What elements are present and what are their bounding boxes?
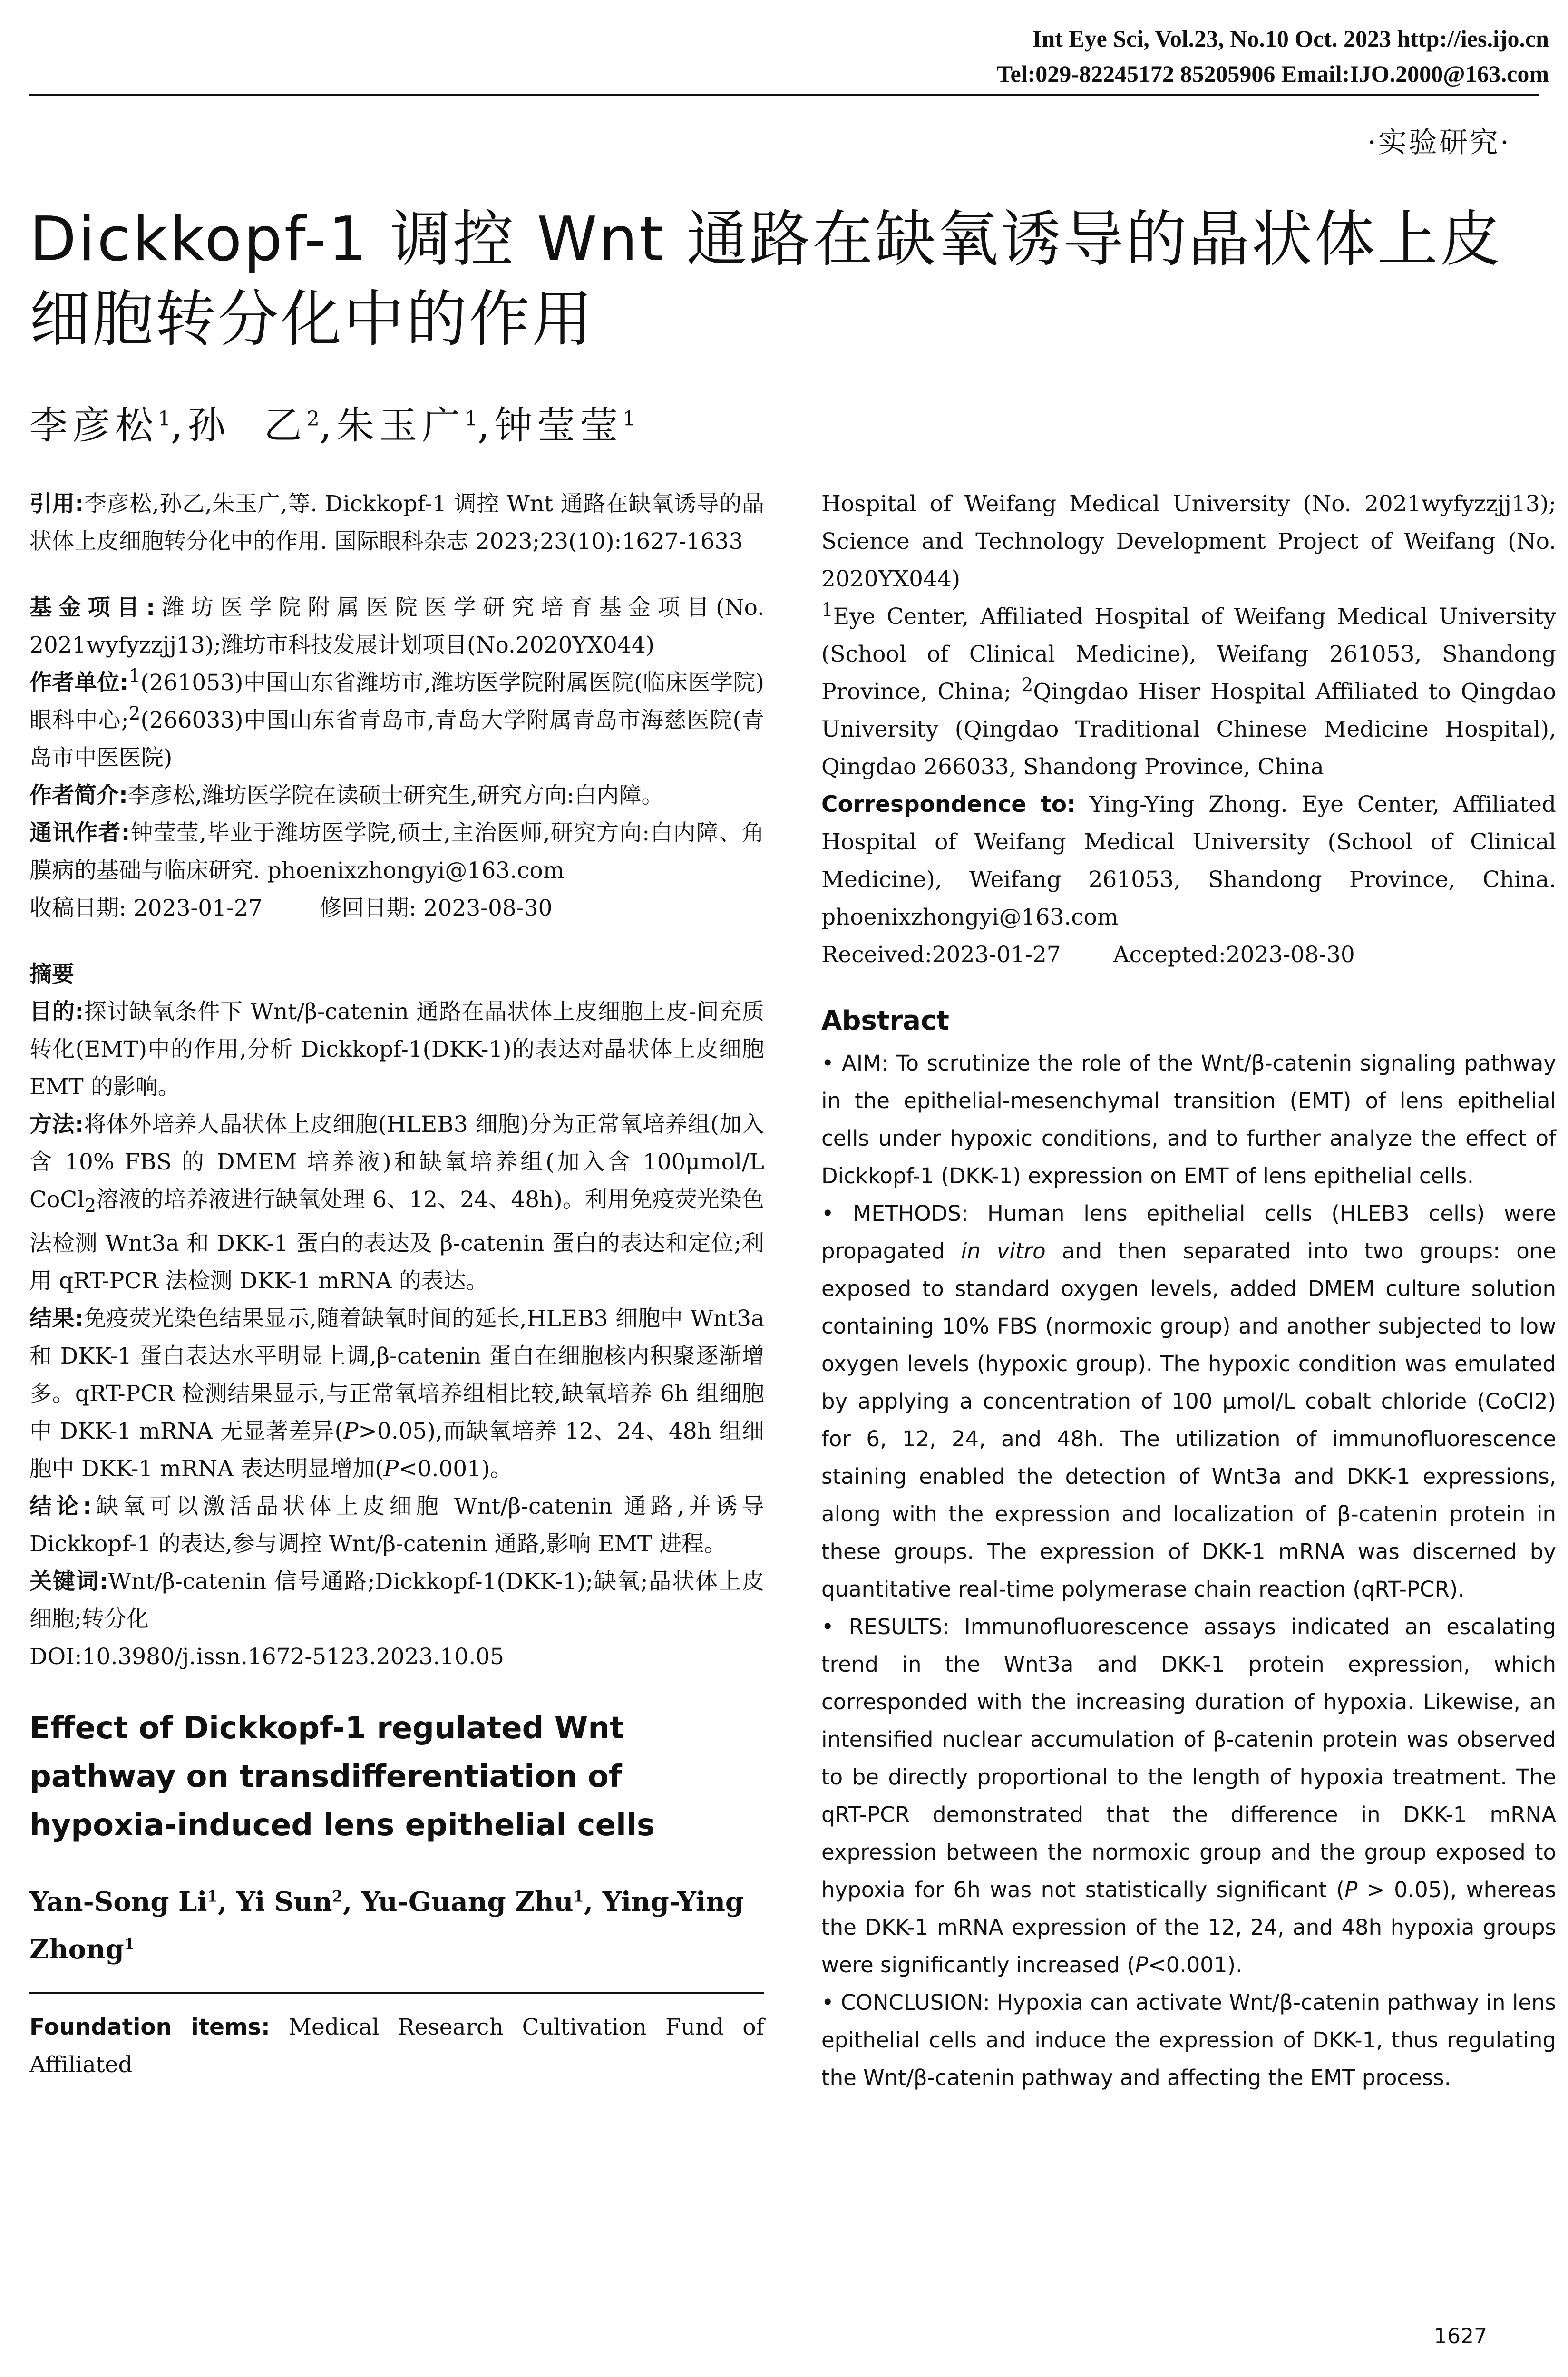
results-text-en: <0.001). [1148, 1952, 1243, 1978]
aim-label: 目的: [29, 999, 84, 1025]
intro-text: 李彦松,潍坊医学院在读硕士研究生,研究方向:白内障。 [127, 782, 664, 809]
corr-text: 钟莹莹,毕业于潍坊医学院,硕士,主治医师,研究方向:白内障、角膜病的基础与临床研究. phoenixzhongyi@163.com [29, 820, 764, 884]
subscript: 2 [84, 1195, 97, 1217]
affil-mark: 1 [128, 665, 141, 687]
in-vitro-italic: in vitro [961, 1238, 1046, 1264]
foundation-text: Medical Research Cultivation Fund of Affiliated [29, 2014, 764, 2078]
affiliation-text: Eye Center, Affiliated Hospital of Weifang Medical University (School of Clinical Medicine), Weifang 261053, Shandong Province, China; [821, 604, 1556, 705]
citation-text: 李彦松,孙乙,朱玉广,等. Dickkopf-1 调控 Wnt 通路在缺氧诱导的晶状体上皮细胞转分化中的作用. 国际眼科杂志 2023;23(10):1627-1633 [29, 491, 765, 555]
author-name: 朱玉广 [336, 403, 465, 448]
citation [29, 485, 764, 560]
foundation-items [29, 2008, 764, 2084]
units-label: 作者单位: [29, 670, 129, 696]
abstract-methods-en [821, 1195, 1556, 1608]
page-number: 1627 [1434, 2324, 1487, 2348]
author-affil-mark: 2 [307, 407, 320, 430]
unit-text: (266033)中国山东省青岛市,青岛大学附属青岛市海慈医院(青岛市中医医院) [29, 707, 764, 771]
affiliation-text: Qingdao Hiser Hospital Affiliated to Qingdao University (Qingdao Traditional Chinese Medicine Hospital), Qingdao 266033, Shandong Province, China [821, 679, 1557, 780]
author-name: 钟莹莹 [494, 403, 623, 448]
results-text: 免疫荧光染色结果显示,随着缺氧时间的延长,HLEB3 细胞中 Wnt3a 和 DKK-1 蛋白表达水平明显上调,β-catenin 蛋白在细胞核内积聚逐渐增多。qRT-PCR 检测结果显示,与正常氧培养组相比较,缺氧培养 6h 组细胞中 DKK-1 mRNA 无显著差异( [29, 1305, 764, 1445]
correspondence-label: Correspondence to: [821, 791, 1076, 818]
dates-cn [29, 889, 764, 927]
conclusion-label: 结论: [29, 1493, 92, 1520]
footnote-rule [29, 1992, 764, 1994]
results-label: 结果: [29, 1305, 84, 1332]
received-date: Received:2023-01-27 [821, 942, 1061, 968]
foundation-continued: Hospital of Weifang Medical University (No. 2021wyfyzzjj13); Science and Technology Development Project of Weifang (No. 2020YX044) [821, 491, 1556, 592]
author-affil-mark: 1 [158, 407, 171, 430]
author-name: 李彦松 [29, 403, 158, 448]
author-name-en: Yan-Song Li [29, 1886, 207, 1918]
methods-text-en: and then separated into two groups: one exposed to standard oxygen levels, added DMEM culture solution containing 10% FBS (normoxic group) and another subjected to low oxygen levels (hypoxic group). The hypoxic condition was emulated by applying a concentration of 100 μmol/L cobalt chloride (CoCl2) for 6, 12, 24, and 48h. The utilization of immunofluorescence staining enabled the detection of Wnt3a and DKK-1 expressions, along with the expression and localization of β-catenin protein in these groups. The expression of DKK-1 mRNA was discerned by quantitative real-time polymerase chain reaction (qRT-PCR). [821, 1238, 1557, 1602]
author-name: 孙 乙 [187, 403, 307, 448]
article-title: Dickkopf-1 调控 Wnt 通路在缺氧诱导的晶状体上皮细胞转分化中的作用 [29, 204, 1503, 355]
authors-cn: 李彦松$^1$,孙 乙$^2$,朱玉广$^1$,钟莹莹$^1$ [29, 403, 636, 448]
p-symbol: P [343, 1418, 359, 1445]
english-title: Effect of Dickkopf-1 regulated Wnt pathway on transdifferentiation of hypoxia-induced lens epithelial cells [29, 1711, 655, 1843]
corr-label: 通讯作者: [29, 820, 130, 846]
aim-text: 探讨缺氧条件下 Wnt/β-catenin 通路在晶状体上皮细胞上皮-间充质转化(EMT)中的作用,分析 Dickkopf-1(DKK-1)的表达对晶状体上皮细胞 EMT 的影响。 [29, 999, 765, 1100]
affil-mark: 1 [821, 599, 833, 621]
affil-mark: 2 [1021, 674, 1033, 696]
abstract-methods-cn [29, 1106, 764, 1300]
results-text-en: > 0.05), whereas the DKK-1 mRNA expression of the 12, 24, and 48h hypoxia groups were significantly increased ( [821, 1877, 1556, 1978]
header-rule [29, 94, 1539, 96]
author-affil-mark: 1 [623, 407, 636, 430]
left-column [29, 485, 764, 2084]
section-tag: ·实验研究· [1367, 126, 1511, 159]
citation-label: 引用: [29, 491, 84, 517]
p-symbol: P [1344, 1877, 1358, 1902]
affiliations-en [821, 598, 1556, 786]
abstract-aim-en: • AIM: To scrutinize the role of the Wnt/β-catenin signaling pathway in the epithelial-mesenchymal transition (EMT) of lens epithelial cells under hypoxic conditions, and to further analyze the effect of Dickkopf-1 (DKK-1) expression on EMT of lens epithelial cells. [821, 1051, 1556, 1188]
p-symbol: P [383, 1456, 399, 1482]
author-name-en: Ying-Ying Zhong [29, 1886, 744, 1966]
affil-mark: 2 [128, 703, 141, 725]
results-text: <0.001)。 [399, 1456, 513, 1482]
results-text-en: • RESULTS: Immunofluorescence assays indicated an escalating trend in the Wnt3a and DKK-1 protein expression, which corresponded with the increasing duration of hypoxia. Likewise, an intensified nuclear accumulation of β-catenin protein was observed to be directly proportional to the length of hypoxia treatment. The qRT-PCR demonstrated that the difference in DKK-1 mRNA expression between the normoxic group and the group exposed to hypoxia for 6h was not statistically significant ( [821, 1614, 1556, 1902]
author-affil-mark: 1 [124, 1935, 135, 1953]
keywords-text: Wnt/β-catenin 信号通路;Dickkopf-1(DKK-1);缺氧;晶状体上皮细胞;转分化 [29, 1568, 765, 1633]
journal-header-line2: Tel:029-82245172 85205906 Email:IJO.2000@163.com [996, 60, 1549, 87]
abstract-aim-cn [29, 993, 764, 1106]
methods-label: 方法: [29, 1111, 84, 1138]
journal-header-line1: Int Eye Sci, Vol.23, No.10 Oct. 2023 http://ies.ijo.cn [1032, 25, 1549, 52]
doi: DOI:10.3980/j.issn.1672-5123.2023.10.05 [29, 1644, 504, 1670]
author-affil-mark: 1 [465, 407, 477, 430]
dates-en [821, 936, 1556, 974]
received-date-cn: 收稿日期: 2023-01-27 [29, 895, 263, 921]
author-units [29, 664, 764, 777]
methods-text: 将体外培养人晶状体上皮细胞(HLEB3 细胞)分为正常氧培养组(加入含 10% FBS 的 DMEM 培养液)和缺氧培养组(加入含 100μmol/L CoCl [29, 1111, 764, 1213]
correspondence-text: Ying-Ying Zhong. Eye Center, Affiliated Hospital of Weifang Medical University (School of Clinical Medicine), Weifang 261053, Shandong Province, China. phoenixzhongyi@163.com [821, 791, 1556, 930]
accepted-date: Accepted:2023-08-30 [1113, 942, 1355, 968]
authors-en: Yan-Song Li$^1$, Yi Sun$^2$, Yu-Guang Zhu$^1$, Ying-Ying Zhong$^1$ [29, 1886, 744, 1966]
abstract-heading-cn: 摘要 [29, 961, 74, 987]
abstract-heading-en: Abstract [821, 1005, 949, 1036]
abstract-conclusion-en: • CONCLUSION: Hypoxia can activate Wnt/β-catenin pathway in lens epithelial cells and induce the expression of DKK-1, thus regulating the Wnt/β-catenin pathway and affecting the EMT process. [821, 1990, 1556, 2090]
author-affil-mark: 1 [573, 1887, 584, 1906]
abstract-en [821, 1044, 1556, 2096]
keywords-label: 关键词: [29, 1568, 108, 1595]
p-symbol: P [1135, 1952, 1149, 1978]
fund-info [29, 589, 764, 664]
revised-date-cn: 修回日期: 2023-08-30 [319, 895, 553, 921]
intro-label: 作者简介: [29, 782, 128, 809]
fund-label: 基金项目: [29, 594, 156, 621]
author-intro [29, 777, 764, 814]
conclusion-text: 缺氧可以激活晶状体上皮细胞 Wnt/β-catenin 通路,并诱导 Dickkopf-1 的表达,参与调控 Wnt/β-catenin 通路,影响 EMT 进程。 [29, 1493, 764, 1558]
abstract-results-cn [29, 1300, 764, 1488]
author-name-en: Yi Sun [236, 1886, 332, 1918]
methods-text: 溶液的培养液进行缺氧处理 6、12、24、48h)。利用免疫荧光染色法检测 Wnt3a 和 DKK-1 蛋白的表达及 β-catenin 蛋白的表达和定位;利用 qRT-PCR 法检测 DKK-1 mRNA 的表达。 [29, 1187, 764, 1295]
foundation-label: Foundation items: [29, 2014, 270, 2041]
methods-text-en: • METHODS: Human lens epithelial cells (HLEB3 cells) were propagated [821, 1201, 1556, 1264]
abstract-results-en [821, 1608, 1556, 1984]
author-affil-mark: 2 [332, 1887, 343, 1906]
corresponding-author [29, 814, 764, 889]
right-column [821, 485, 1556, 2096]
correspondence-en [821, 786, 1556, 936]
fund-text: 潍坊医学院附属医院医学研究培育基金项目(No. 2021wyfyzzjj13);潍坊市科技发展计划项目(No.2020YX044) [29, 594, 765, 658]
keywords-cn [29, 1563, 764, 1638]
abstract-conclusion-cn [29, 1488, 764, 1563]
author-name-en: Yu-Guang Zhu [361, 1886, 574, 1918]
results-text: >0.05),而缺氧培养 12、24、48h 组细胞中 DKK-1 mRNA 表达明显增加( [29, 1418, 765, 1482]
unit-text: (261053)中国山东省潍坊市,潍坊医学院附属医院(临床医学院)眼科中心; [29, 670, 765, 733]
author-affil-mark: 1 [207, 1887, 218, 1906]
